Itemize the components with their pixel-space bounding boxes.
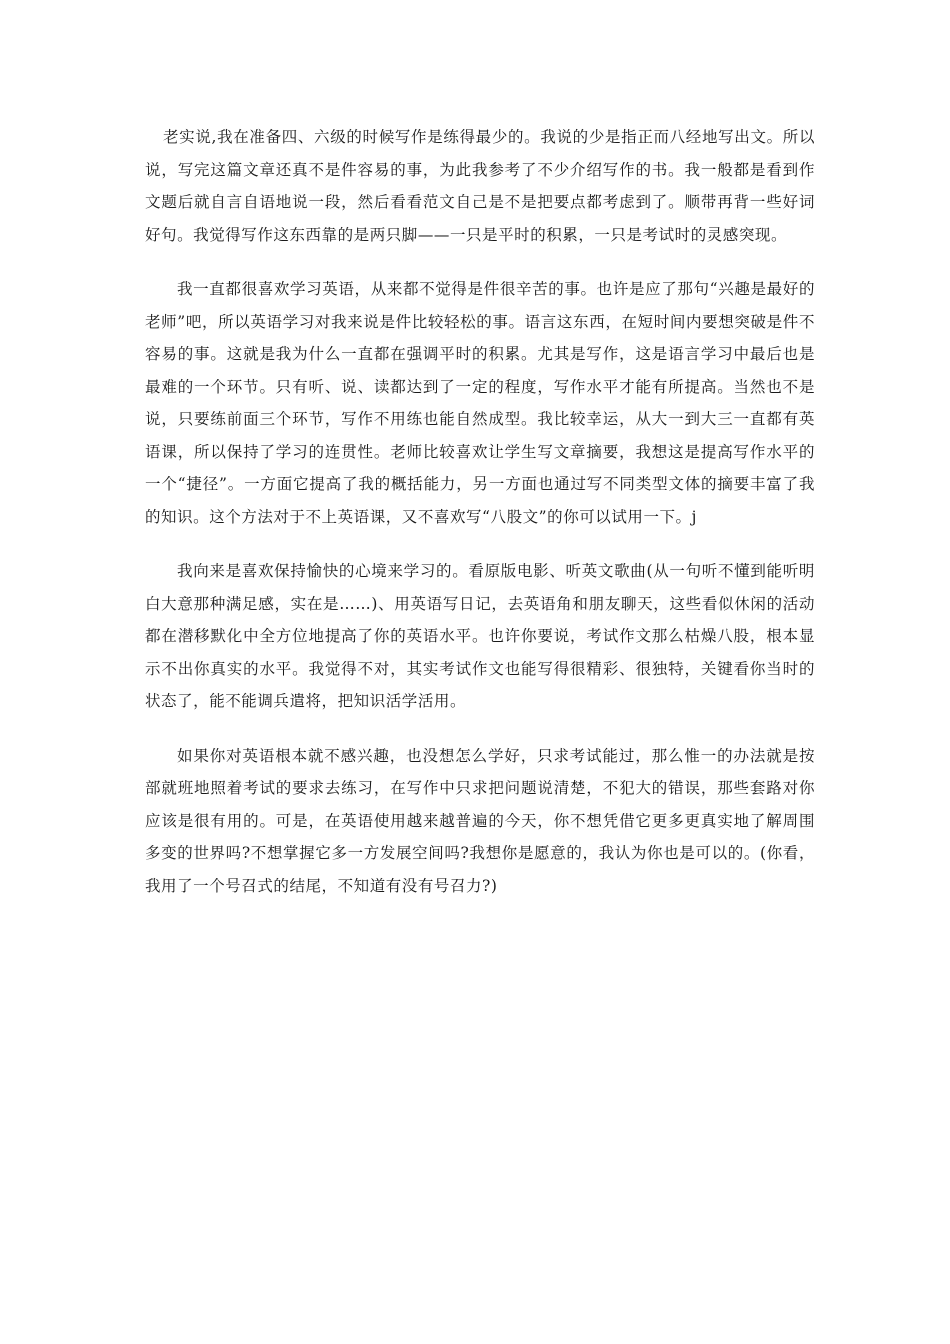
paragraph-2: 我一直都很喜欢学习英语，从来都不觉得是件很辛苦的事。也许是应了那句“兴趣是最好的老师”吧，所以英语学习对我来说是件比较轻松的事。语言这东西，在短时间内要想突破是件不容易的事。这就是我为什么一直都在强调平时的积累。尤其是写作，这是语言学习中最后也是最难的一个环节。只有听、说、读都达到了一定的程度，写作水平才能有所提高。当然也不是说，只要练前面三个环节，写作不用练也能自然成型。我比较幸运，从大一到大三一直都有英语课，所以保持了学习的连贯性。老师比较喜欢让学生写文章摘要，我想这是提高写作水平的一个“捷径”。一方面它提高了我的概括能力，另一方面也通过写不同类型文体的摘要丰富了我的知识。这个方法对于不上英语课，又不喜欢写“八股文”的你可以试用一下。j (145, 280, 815, 526)
document-body (145, 121, 815, 902)
paragraph-1: 老实说,我在准备四、六级的时候写作是练得最少的。我说的少是指正而八经地写出文。所以说，写完这篇文章还真不是件容易的事，为此我参考了不少介绍写作的书。我一般都是看到作文题后就自言自语地说一段，然后看看范文自己是不是把要点都考虑到了。顺带再背一些好词好句。我觉得写作这东西靠的是两只脚——一只是平时的积累，一只是考试时的灵感突现。 (145, 128, 815, 244)
paragraph-4: 如果你对英语根本就不感兴趣，也没想怎么学好，只求考试能过，那么惟一的办法就是按部就班地照着考试的要求去练习，在写作中只求把问题说清楚，不犯大的错误，那些套路对你应该是很有用的。可是，在英语使用越来越普遍的今天，你不想凭借它更多更真实地了解周围多变的世界吗?不想掌握它多一方发展空间吗?我想你是愿意的，我认为你也是可以的。(你看，我用了一个号召式的结尾，不知道有没有号召力?) (145, 746, 815, 895)
paragraph-3: 我向来是喜欢保持愉快的心境来学习的。看原版电影、听英文歌曲(从一句听不懂到能听明白大意那种满足感，实在是……)、用英语写日记，去英语角和朋友聊天，这些看似休闲的活动都在潜移默化中全方位地提高了你的英语水平。也许你要说，考试作文那么枯燥八股，根本显示不出你真实的水平。我觉得不对，其实考试作文也能写得很精彩、很独特，关键看你当时的状态了，能不能调兵遣将，把知识活学活用。 (145, 562, 815, 710)
